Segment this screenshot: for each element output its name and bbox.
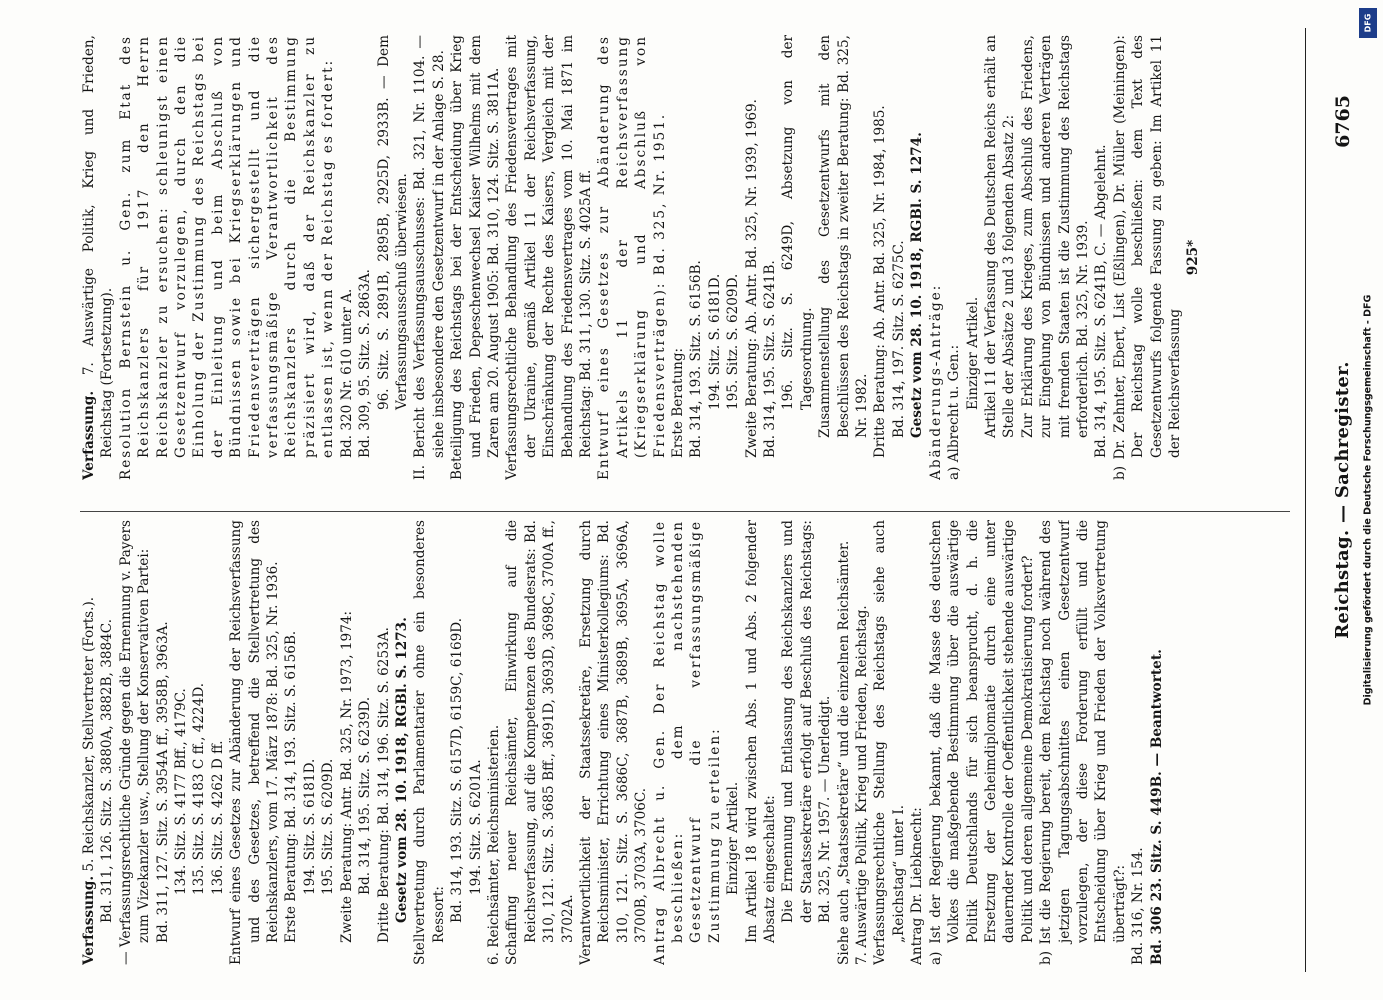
entry-line: Artikel 11 der Verfassung des Deutschen Reichs erhält an Stelle der Absätze 2 und 3 folgenden Absatz 2: — [982, 35, 1018, 438]
entry-line: Beteiligung des Reichstags bei der Entscheidung über Krieg und Frieden, Depeschenwechsel Kaiser Wilhelms mit dem Zaren am 20. August 1905: Bd. 310, 124. Sitz. S. 3811A. — [449, 35, 502, 480]
dfg-logo: DFG — [1359, 8, 1377, 38]
entry-line: Bd. 314, 195. Sitz. S. 6239D. — [357, 696, 374, 895]
entry-line: Verfassungsrechtliche Stellung des Reichstags siehe auch „Reichstag“ unter I. — [872, 520, 907, 965]
column-divider — [80, 511, 1290, 512]
entry-line: Siehe auch „Staatssekretäre“ und die einzelnen Reichsämter. — [835, 540, 852, 965]
entry-line: Erste Beratung: Bd. 314, 193. Sitz. S. 6156B. — [283, 630, 300, 943]
section-label: Verfassung. — [81, 875, 97, 965]
entry-line: Bd. 314, 195. Sitz. S. 6241B. — [762, 260, 779, 458]
digitization-notice: Digitalisierung gefördert durch die Deutsche Forschungsgemeinschaft - DFG — [1362, 294, 1374, 706]
entry-line: Zur Erklärung des Krieges, zum Abschluß des Friedens, zur Eingehung von Bündnissen und anderen Verträgen mit fremden Staaten ist die Zustimmung des Reichstags erforderlich. Bd. 325, Nr. 1939. — [1019, 35, 1091, 438]
entry-line: Verantwortlichkeit der Staatssekretäre, Ersetzung durch Reichsminister, Errichtung eines Ministerkollegiums: Bd. 310, 121. Sitz. S. 3686C, 3687B, 3689B, 3695A, 3696A, 3700B, 3703A, 3706C. — [577, 520, 650, 965]
entry-line: Schaffung neuer Reichsämter, Einwirkung auf die Reichsverfassung, auf die Kompetenzen des Bundesrats: Bd. 310, 121. Sitz. S. 3685 Bff., 3691D, 3693D, 3698C, 3700A ff., 3702A. — [504, 520, 576, 965]
entry-line: Abänderungs-Anträge: — [927, 283, 944, 480]
entry-line: Bd. 314, 193. Sitz. S. 6157D, 6159C, 6169D. — [449, 617, 466, 923]
entry-line: b) Dr. Zehnter, Ebert, List (Eßlingen), Dr. Müller (Meiningen): Der Reichstag wolle beschließen: dem Text des Gesetzentwurfs folgende Fassung zu geben: Im Artikel 11 der Reichsverfassung — [1111, 35, 1183, 480]
entry-line: 135. Sitz. S. 4183 C ff., 4224D. — [191, 682, 208, 895]
law-reference: Gesetz vom 28. 10. 1918, RGBl. S. 1274. — [909, 132, 926, 438]
entry-line: Verfassungsrechtliche Behandlung des Friedensvertrages mit der Ukraine, gemäß Artikel 11 der Reichsverfassung, Einschränkung der Rechte des Kaisers, Vergleich mit der Behandlung des Friedensvertrages vom 10. Mai 1871 im Reichstag: Bd. 311, 130. Sitz. S. 4025A ff. — [504, 35, 594, 480]
entry-line: 194. Sitz. S. 6181D. — [706, 273, 723, 410]
entry-line: Bd. 306 23. Sitz. S. 449B. — Beantwortet. — [1148, 649, 1165, 965]
entry-line: Bd. 311, 126. Sitz. S. 3880A, 3882B, 3884C. — [99, 618, 116, 923]
header-rule — [1305, 28, 1306, 972]
entry-line: II. Bericht des Verfassungsausschusses: Bd. 321, Nr. 1104. — siehe insbesondere den Gesetzentwurf in der Anlage S. 28. — [412, 35, 447, 480]
entry-line: Zweite Beratung: Antr. Bd. 325, Nr. 1973, 1974: — [338, 610, 355, 943]
entry-line: b) Ist die Regierung bereit, dem Reichstag noch während des jetzigen Tagungsabschnittes einen Gesetzentwurf vorzulegen, der diese Forderung erfüllt und die Entscheidung über Krieg und Frieden der Volksvertretung überträgt?: — [1038, 520, 1128, 965]
entry-line: 196. Sitz. S. 6249D, Absetzung von der Tagesordnung. — [780, 35, 815, 410]
entry-line: Einziger Artikel. — [725, 781, 742, 895]
entry-line: Im Artikel 18 wird zwischen Abs. 1 und Abs. 2 folgender Absatz eingeschaltet: — [743, 520, 779, 943]
entry-line: Verfassung. 5. Reichskanzler, Stellvertreter (Forts.). — [81, 596, 97, 965]
entry-line: 136. Sitz. S. 4262 D ff. — [209, 740, 226, 895]
entry-line: Zweite Beratung: Ab. Antr. Bd. 325, Nr. 1939, 1969. — [743, 99, 760, 458]
entry-line: Einziger Artikel. — [964, 296, 981, 410]
entry-line: 96. Sitz. S. 2891B, 2895B, 2925D, 2933B. — Dem Verfassungsausschuß überwiesen. — [375, 35, 410, 410]
entry-line: Bd. 320 Nr. 610 unter A. — [338, 288, 355, 458]
entry-line: Verfassung. 7. Auswärtige Politik, Krieg und Frieden, Reichstag (Fortsetzung). — [81, 35, 116, 480]
section-label: Verfassung. — [81, 390, 97, 480]
entry-line: a) Ist der Regierung bekannt, daß die Masse des deutschen Volkes die maßgebende Bestimmung über die auswärtige Politik Deutschlands für sich beansprucht, d. h. die Ersetzung der Geheimdiplomatie durch eine unter dauernder Kontrolle der Oeffentlichkeit stehende auswärtige Politik und deren allgemeine Demokratisierung fordert? — [927, 520, 1036, 965]
subsection-heading: 7. Auswärtige Politik, Krieg und Frieden, Reichstag. — [854, 605, 871, 965]
entry-line: Entwurf eines Gesetzes zur Abänderung des Artikels 11 der Reichsverfassung (Kriegserklärung und Abschluß von Friedensverträgen): Bd. 325, Nr. 1951. — [596, 35, 668, 480]
right-column — [80, 35, 1280, 480]
page-title: Reichstag. — Sachregister. — [1332, 361, 1353, 639]
entry-line: Bd. 309, 95. Sitz. S. 2863A. — [357, 269, 374, 458]
entry-line: Dritte Beratung: Bd. 314, 196. Sitz. S. 6253A. — [375, 627, 392, 943]
entry-line: — Verfassungsrechtliche Gründe gegen die Ernennung v. Payers zum Vizekanzler usw., Stellung der Konservativen Partei: — [117, 520, 153, 965]
entry-line: 134. Sitz. S. 4177 Bff., 4179C. — [173, 688, 190, 895]
entry-line: Zusammenstellung des Gesetzentwurfs mit den Beschlüssen des Reichstags in zweiter Beratung: Bd. 325, Nr. 1982. — [817, 35, 871, 438]
entry-line: a) Albrecht u. Gen.: — [946, 344, 963, 480]
entry-line: Bd. 311, 127. Sitz. S. 3954A ff., 3958B, 3963A. — [154, 621, 171, 943]
entry-line: Bd. 314, 197. Sitz. S. 6275C. — [890, 240, 907, 438]
entry-line: Erste Beratung: — [670, 347, 686, 458]
entry-line: 194. Sitz. S. 6201A. — [467, 759, 484, 895]
left-column — [80, 520, 1280, 965]
entry-line: 195. Sitz. S. 6209D. — [320, 758, 337, 895]
entry-line: 194. Sitz. S. 6181D. — [301, 758, 318, 895]
entry-line: Antrag Dr. Liebknecht: — [909, 807, 926, 965]
entry-line: Resolution Bernstein u. Gen. zum Etat des Reichskanzlers für 1917 den Herrn Reichskanzler zu ersuchen: schleunigst einen Gesetzentwurf vorzulegen, durch den die Einholung der Zustimmung des Reichstags bei der Einleitung und beim Abschluß von Bündnissen sowie bei Kriegserklärungen und Friedensverträgen sichergestellt und die verfassungsmäßige Verantwortlichkeit des Reichskanzlers durch die Bestimmung präzisiert wird, daß der Reichskanzler zu entlassen ist, wenn der Reichstag es fordert: — [117, 35, 337, 480]
entry-line: 195. Sitz. S. 6209D. — [725, 273, 742, 410]
entry-line: Bd. 314, 193. Sitz. S. 6156B. — [688, 260, 705, 458]
entry-line: Bd. 314, 195. Sitz. S. 6241B, C. — Abgelehnt. — [1093, 144, 1110, 458]
entry-line: Dritte Beratung: Ab. Antr. Bd. 325, Nr. 1984, 1985. — [872, 105, 889, 458]
entry-line: Entwurf eines Gesetzes zur Abänderung der Reichsverfassung und des Gesetzes, betreffend die Stellvertretung des Reichskanzlers, vom 17. März 1878: Bd. 325, Nr. 1936. — [228, 520, 282, 965]
subsection-heading: 6. Reichsämter, Reichsministerien. — [485, 724, 502, 965]
footnote-marker: 925* — [1185, 239, 1202, 276]
entry-line: Die Ernennung und Entlassung des Reichskanzlers und der Staatssekretäre erfolgt auf Beschluß des Reichstags: Bd. 325, Nr. 1957. — Unerledigt. — [780, 520, 834, 923]
entry-line: Stellvertretung durch Parlamentarier ohne ein besonderes Ressort: — [412, 520, 447, 965]
law-reference: Gesetz vom 28. 10. 1918, RGBl. S. 1273. — [393, 617, 410, 923]
entry-line: Antrag Albrecht u. Gen. Der Reichstag wolle beschließen: dem nachstehenden Gesetzentwurf die verfassungsmäßige Zustimmung zu erteilen: — [651, 520, 723, 965]
page-number: 6765 — [1332, 95, 1354, 148]
entry-line: Bd. 316, Nr. 154. — [1130, 847, 1147, 965]
